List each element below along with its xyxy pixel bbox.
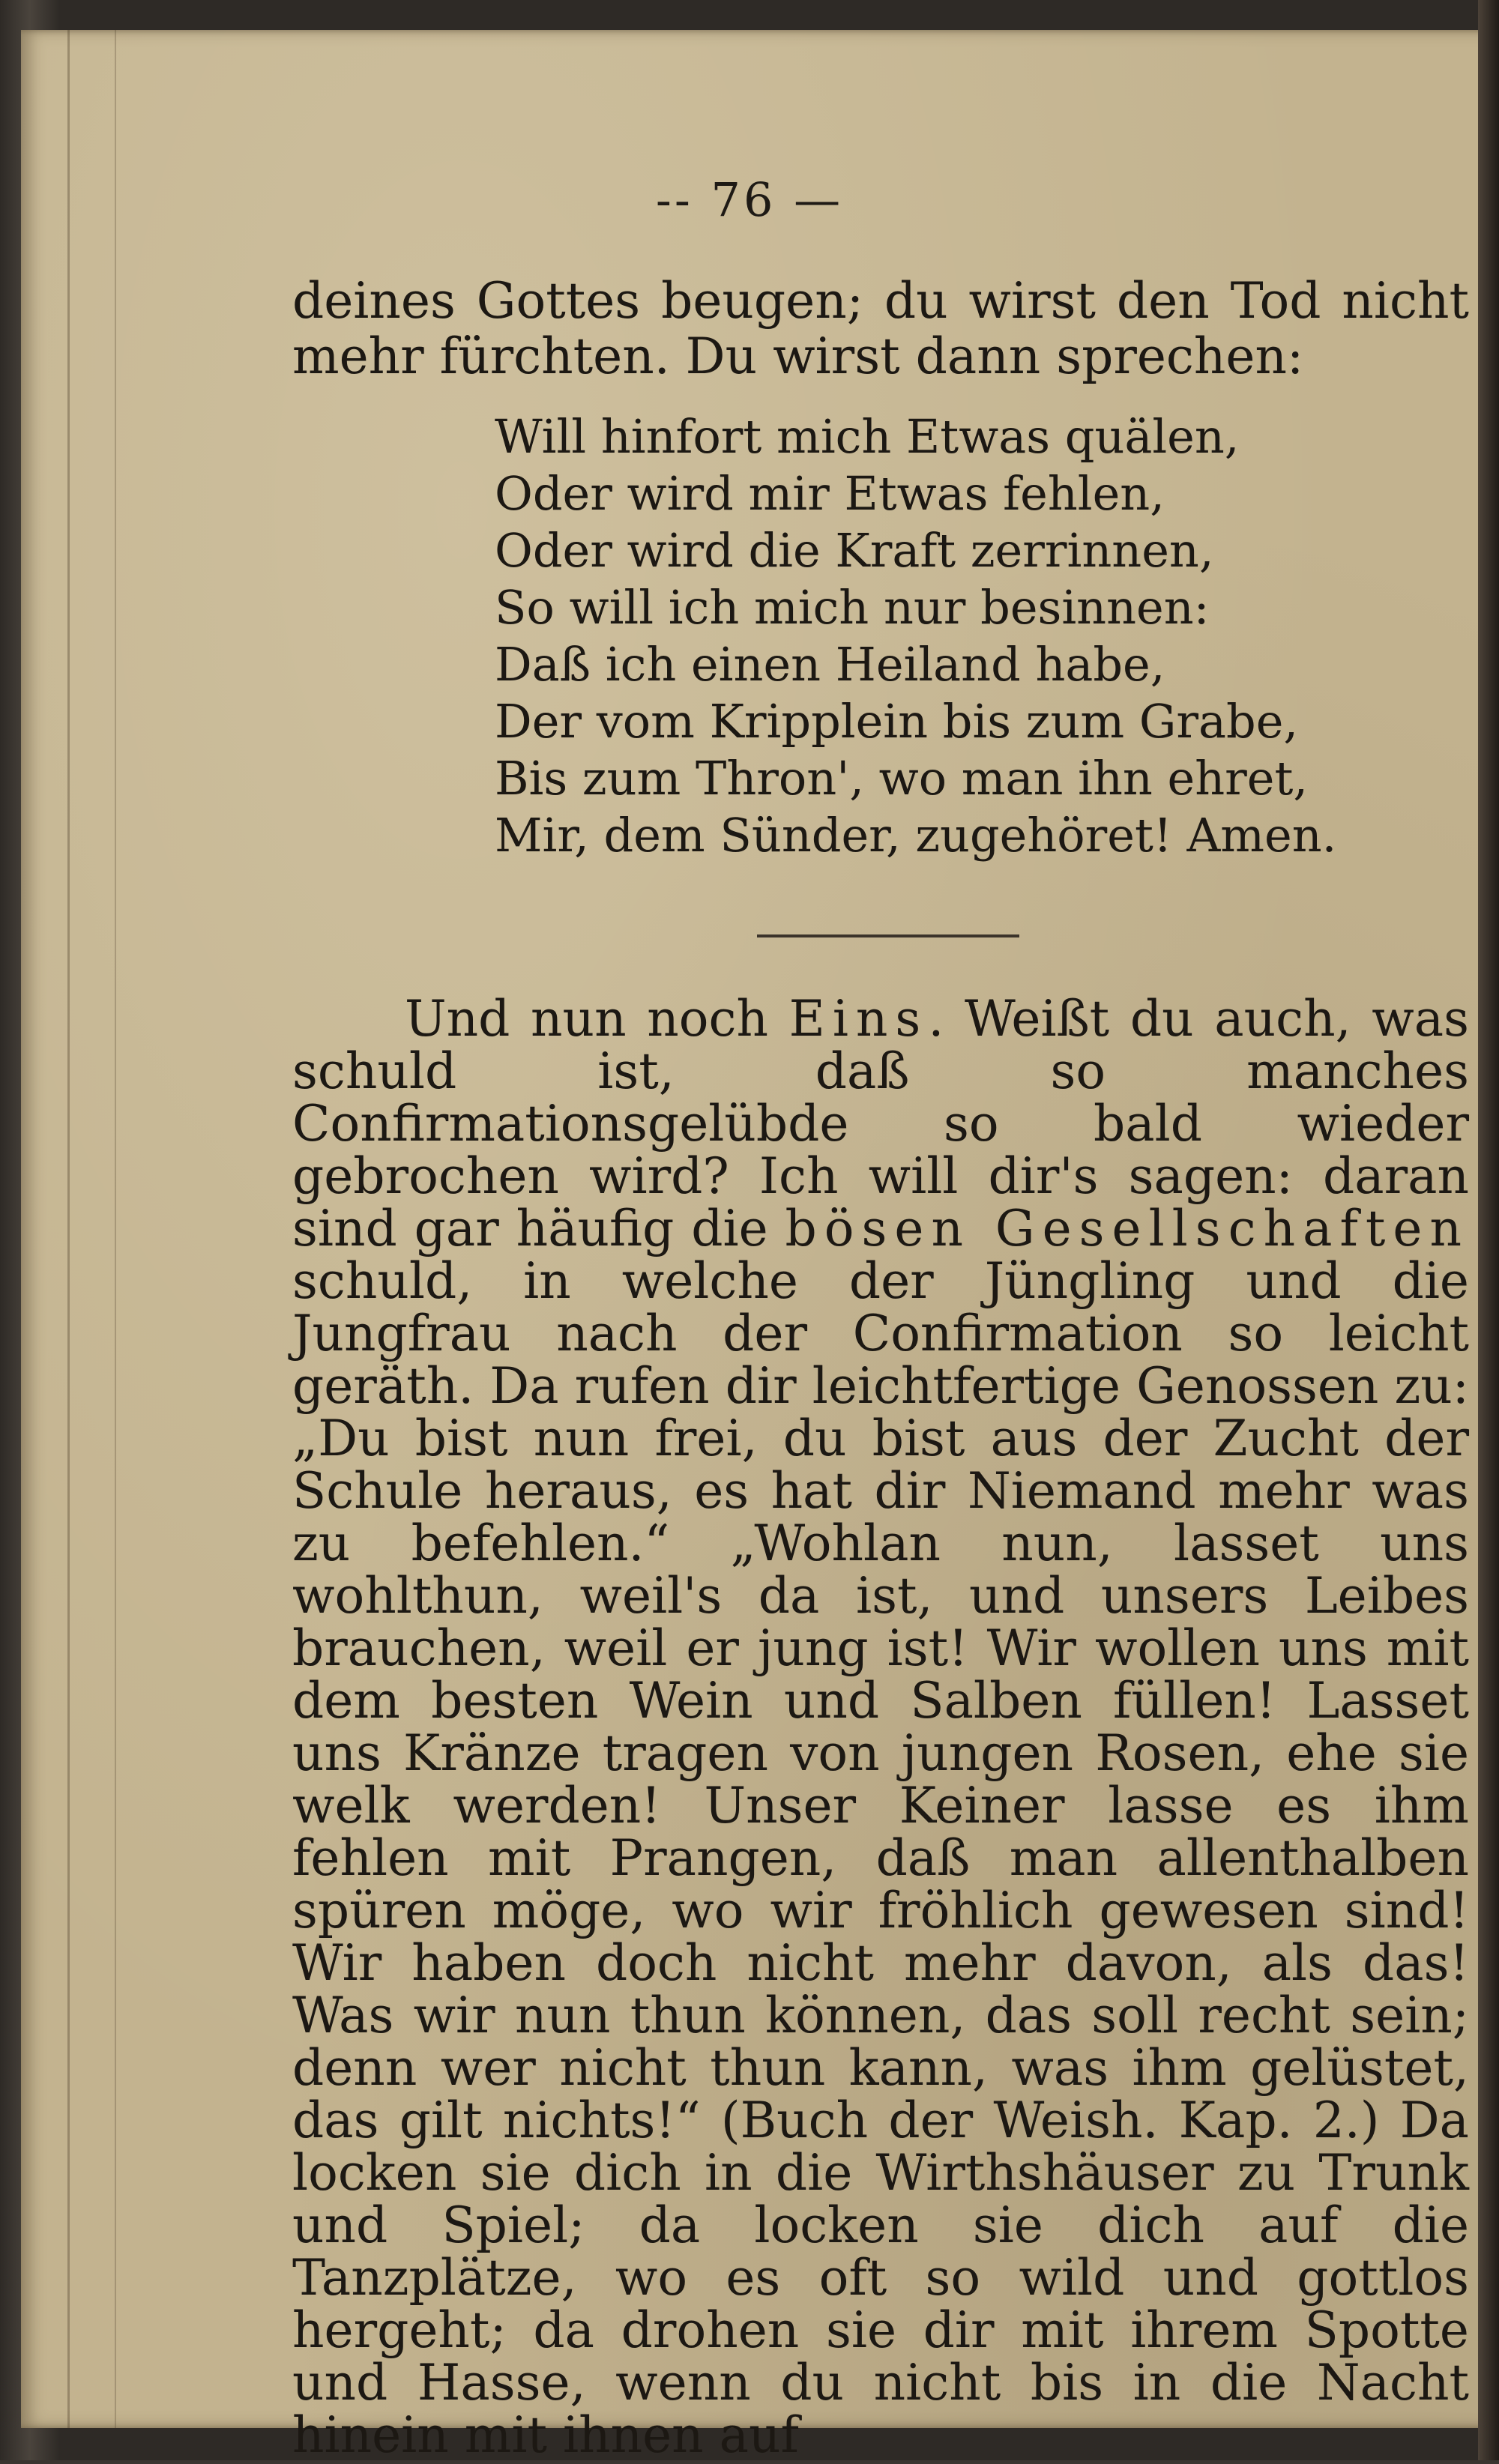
verse-line: So will ich mich nur besinnen: (495, 580, 1210, 635)
verse-line: Oder wird mir Etwas fehlen, (495, 466, 1165, 521)
emphasis-spaced: Eins (788, 990, 929, 1048)
emphasis-spaced: bösen Gesellschaften (785, 1200, 1469, 1257)
hymn-verse (495, 408, 1336, 864)
verse-line: Daß ich einen Heiland habe, (495, 637, 1165, 692)
text-run: . Weißt du auch, was schuld ist, daß so manches Confirmationsgelübde so bald wieder gebrochen wird? Ich will dir's sagen: daran sind gar häufig die (292, 990, 1469, 1257)
verse-line: Bis zum Thron', wo man ihn ehret, (495, 751, 1309, 806)
verse-line: Mir, dem Sünder, zugehöret! Amen. (495, 808, 1337, 863)
page-number-header: -- 76 — (655, 172, 844, 227)
verse-line: Der vom Kripplein bis zum Grabe, (495, 694, 1299, 749)
verse-line: Oder wird die Kraft zerrinnen, (495, 523, 1214, 578)
section-divider (757, 934, 1019, 937)
verse-line: Will hinfort mich Etwas quälen, (495, 409, 1240, 464)
page-gutter (67, 30, 116, 2428)
page-edge-shadow (1478, 0, 1499, 2460)
paragraph-bad-company (292, 990, 1469, 2464)
text-run: schuld, in welche der Jüngling und die Jungfrau nach der Confirmation so leicht geräth. Da rufen dir leichtfertige Genossen zu: „Du bist nun frei, du bist aus der Zucht der Schule heraus, es hat dir Niemand mehr was zu befehlen.“ „Wohlan nun, lasset uns wohlthun, weil's da ist, und unsers Leibes brauchen, weil er jung ist! Wir wollen uns mit dem besten Wein und Salben füllen! Lasset uns Kränze tragen von jungen Rosen, ehe sie welk werden! Unser Keiner lasse es ihm fehlen mit Prangen, daß man allenthalben spüren möge, wo wir fröhlich gewesen sind! Wir haben doch nicht mehr davon, als das! Was wir nun thun können, das soll recht sein; denn wer nicht thun kann, was ihm gelüstet, das gilt nichts!“ (Buch der Weish. Kap. 2.) Da locken sie dich in die Wirthshäuser zu Trunk und Spiel; da locken sie dich auf die Tanzplätze, wo es oft so wild und gottlos hergeht; da drohen sie dir mit ihrem Spotte und Hasse, wenn du nicht bis in die Nacht hinein mit ihnen auf (292, 1252, 1469, 2464)
text-run: Und nun noch (405, 990, 789, 1048)
paragraph-prayer-end: deines Gottes beugen; du wirst den Tod nicht mehr fürchten. Du wirst dann sprechen: (292, 272, 1469, 385)
